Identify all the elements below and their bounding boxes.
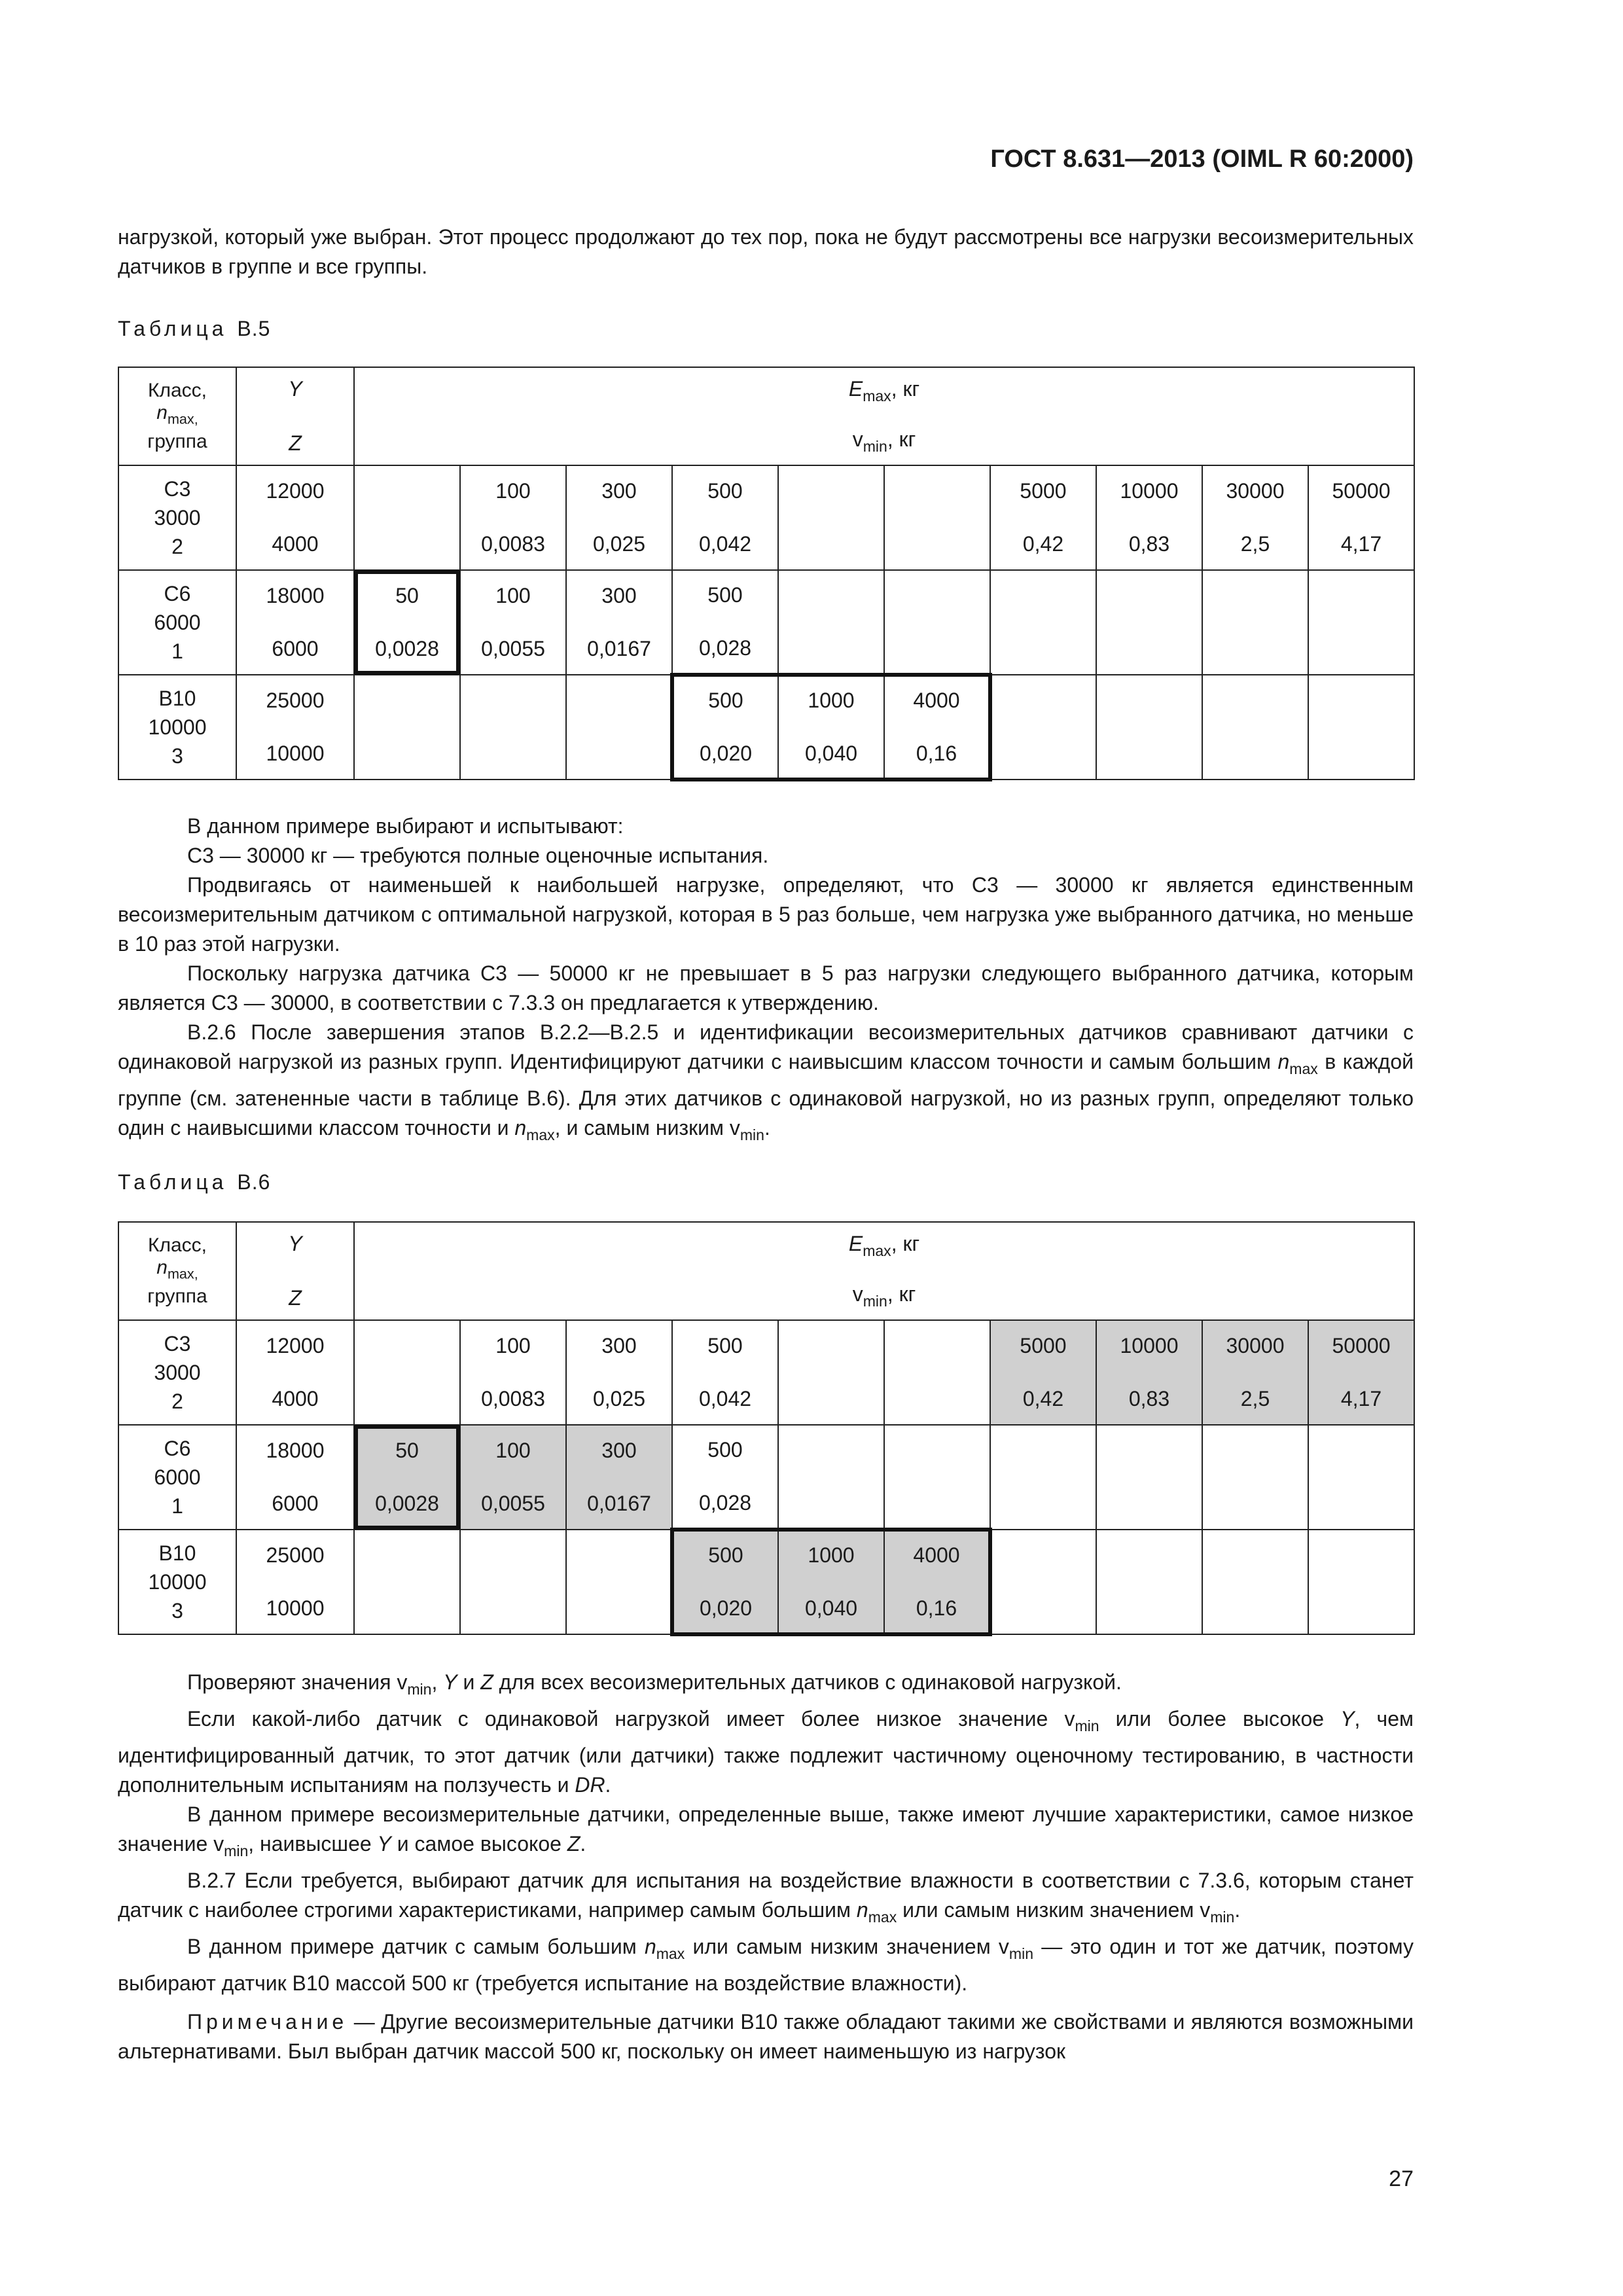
emax-value: 300 xyxy=(601,1334,637,1357)
header-emax-vmin xyxy=(354,367,1414,465)
paragraph-best-characteristics xyxy=(118,1800,1414,1866)
load-cell xyxy=(778,465,884,570)
vmin-value: 0,040 xyxy=(804,1596,858,1620)
group-cell xyxy=(118,1425,236,1530)
text-run: или самым низким значением xyxy=(897,1898,1200,1922)
paragraph-b27 xyxy=(118,1866,1414,1932)
symbol-y: Y xyxy=(1340,1707,1355,1731)
emax-value: 5000 xyxy=(1020,1334,1067,1357)
load-cell xyxy=(460,1425,566,1530)
group-cell xyxy=(118,570,236,675)
vmin-value: 4,17 xyxy=(1340,532,1382,556)
emax-value: 1000 xyxy=(808,689,855,712)
load-cell xyxy=(990,1320,1096,1425)
symbol-v: v xyxy=(213,1832,224,1856)
header-emax-vmin xyxy=(354,1222,1414,1320)
header-text: группа xyxy=(147,1285,207,1307)
load-cell xyxy=(990,675,1096,780)
middle-text xyxy=(118,812,1414,1150)
load-cell xyxy=(672,1320,778,1425)
caption-number: В.5 xyxy=(237,317,271,340)
emax-value: 500 xyxy=(707,1438,743,1462)
group-cell xyxy=(118,675,236,780)
load-cell xyxy=(1202,675,1308,780)
load-cell xyxy=(990,570,1096,675)
header-text: Класс, xyxy=(148,380,207,402)
header-text: $n_{max,}$ xyxy=(156,1257,198,1282)
emax-value: 500 xyxy=(707,1334,743,1357)
group-line: 10000 xyxy=(148,1570,207,1594)
y-value: 25000 xyxy=(266,689,325,712)
text-run: и xyxy=(457,1670,481,1694)
text-run: Проверяют значения xyxy=(187,1670,397,1694)
yz-cell xyxy=(236,1425,354,1530)
table-b6-wrapper xyxy=(118,1221,1415,1636)
load-cell xyxy=(778,1530,884,1634)
group-cell xyxy=(118,465,236,570)
table-row xyxy=(118,1425,1414,1530)
load-cell xyxy=(566,1320,672,1425)
emax-value: 100 xyxy=(495,479,531,503)
load-cell xyxy=(1308,1425,1414,1530)
group-line: 2 xyxy=(171,535,183,558)
header-class-group xyxy=(118,367,236,465)
table-b6 xyxy=(118,1221,1415,1636)
group-line: 1 xyxy=(171,1494,183,1518)
emax-value: 500 xyxy=(707,479,743,503)
yz-cell xyxy=(236,465,354,570)
header-vmin: $v_{min}$, кг xyxy=(852,427,916,455)
load-cell xyxy=(672,465,778,570)
text-run: В данном примере весоизмерительные датчики, определенные выше, также имеют лучшие характеристики, самое низкое значение xyxy=(118,1803,1414,1856)
subscript-min: min xyxy=(1075,1717,1099,1735)
load-cell xyxy=(1202,1320,1308,1425)
emax-value: 300 xyxy=(601,1439,637,1462)
vmin-value: 0,0167 xyxy=(587,1492,651,1515)
header-z: Z xyxy=(289,431,302,455)
z-value: 4000 xyxy=(272,1387,319,1410)
load-cell xyxy=(1096,1425,1202,1530)
vmin-value: 0,042 xyxy=(698,532,752,556)
subscript-max: max xyxy=(1289,1060,1318,1078)
header-z: Z xyxy=(289,1286,302,1310)
load-cell xyxy=(460,1320,566,1425)
text-run: , чем идентифицированный датчик, то этот датчик (или датчики) также подлежит частичному оценочному тестированию, в частности дополнительным испытаниям на ползучесть и xyxy=(118,1707,1414,1797)
group-line: 6000 xyxy=(154,1465,201,1489)
load-cell xyxy=(778,1425,884,1530)
header-y-z xyxy=(236,367,354,465)
load-cell xyxy=(1308,1530,1414,1634)
load-cell xyxy=(778,570,884,675)
emax-value: 300 xyxy=(601,479,637,503)
emax-value: 500 xyxy=(707,583,743,607)
group-line: 2 xyxy=(171,1390,183,1413)
load-cell xyxy=(354,675,460,780)
group-line: 3 xyxy=(171,744,183,768)
load-cell xyxy=(672,1425,778,1530)
y-value: 25000 xyxy=(266,1543,325,1567)
text-run: . xyxy=(1234,1898,1241,1922)
caption-number: В.6 xyxy=(237,1170,271,1194)
table-row xyxy=(118,570,1414,675)
symbol-v: v xyxy=(729,1116,740,1140)
group-cell xyxy=(118,1530,236,1634)
vmin-value: 0,028 xyxy=(698,1491,752,1515)
table-b6-caption xyxy=(118,1170,270,1194)
paragraph-example-b10 xyxy=(118,1932,1414,1998)
load-cell xyxy=(990,465,1096,570)
z-value: 10000 xyxy=(266,742,325,765)
group-line: 10000 xyxy=(148,715,207,739)
table-b5-wrapper xyxy=(118,367,1415,781)
header-vmin: $v_{min}$, кг xyxy=(852,1282,916,1310)
header-text: Класс, xyxy=(148,1234,207,1257)
group-line: 1 xyxy=(171,639,183,663)
paragraph-b26: В.2.6 После завершения этапов В.2.2—В.2.5 и идентификации весоизмерительных датчиков сравнивают датчики с одинаковой нагрузкой из разных групп. Идентифицируют датчики с наивысшим классом точности и самым большим $n_{max}$ в каждой группе (см. затененные части в таблице В.6). Для этих датчиков с одинаковой нагрузкой, но из разных групп, определяют только один с наивысшими классом точности и $n_{max}$, и самым низким $v_{min}$. xyxy=(118,1020,1414,1144)
emax-value: 10000 xyxy=(1120,479,1179,503)
load-cell xyxy=(1308,570,1414,675)
vmin-value: 0,0083 xyxy=(481,532,545,556)
load-cell xyxy=(354,1320,460,1425)
emax-value: 5000 xyxy=(1020,479,1067,503)
intro-paragraph: нагрузкой, который уже выбран. Этот процесс продолжают до тех пор, пока не будут рассмотрены все нагрузки весоизмерительных датчиков в группе и все группы. xyxy=(118,225,1414,278)
header-class-group xyxy=(118,1222,236,1320)
group-line: C6 xyxy=(164,1437,191,1460)
emax-value: 10000 xyxy=(1120,1334,1179,1357)
emax-value: 50000 xyxy=(1332,479,1391,503)
yz-cell xyxy=(236,570,354,675)
vmin-value: 0,42 xyxy=(1022,532,1064,556)
text-run: или самым низким значением xyxy=(685,1935,999,1959)
page-number: 27 xyxy=(1389,2166,1414,2191)
vmin-value: 0,0055 xyxy=(481,1492,545,1515)
paragraph-partial-testing xyxy=(118,1704,1414,1800)
text-run: , xyxy=(431,1670,444,1694)
note-label: Примечание xyxy=(187,2010,348,2034)
header-y-z xyxy=(236,1222,354,1320)
header-emax: $E_{max}$, кг xyxy=(848,377,920,405)
load-cell xyxy=(884,675,990,780)
symbol-z: Z xyxy=(567,1832,580,1856)
group-line: B10 xyxy=(158,1541,196,1565)
table-header-row xyxy=(118,367,1414,465)
vmin-value: 0,0028 xyxy=(375,637,439,660)
symbol-n: n xyxy=(1277,1050,1290,1073)
paragraph: Продвигаясь от наименьшей к наибольшей нагрузке, определяют, что C3 — 30000 кг является единственным весоизмерительным датчиком с оптимальной нагрузкой, которая в 5 раз больше, чем нагрузка уже выбранного датчика, но меньше в 10 раз этой нагрузки. xyxy=(118,873,1414,956)
table-row xyxy=(118,1530,1414,1634)
group-line: 6000 xyxy=(154,611,201,634)
text-run: В данном примере датчик с самым большим xyxy=(187,1935,645,1959)
subscript-min: min xyxy=(1210,1909,1235,1926)
load-cell xyxy=(990,1425,1096,1530)
vmin-value: 4,17 xyxy=(1340,1387,1382,1410)
z-value: 6000 xyxy=(272,637,319,660)
text-run: В.2.6 После завершения этапов В.2.2—В.2.5 и идентификации весоизмерительных датчиков сравнивают датчики с одинаковой нагрузкой из разных групп. Идентифицируют датчики с наивысшим классом точности и самым большим xyxy=(118,1020,1414,1073)
bottom-text xyxy=(118,1668,1414,2066)
load-cell xyxy=(1096,1320,1202,1425)
y-value: 18000 xyxy=(266,584,325,607)
vmin-value: 2,5 xyxy=(1240,532,1270,556)
emax-value: 50000 xyxy=(1332,1334,1391,1357)
emax-value: 300 xyxy=(601,584,637,607)
text-run: или более высокое xyxy=(1099,1707,1341,1731)
text-run: , и самым низким xyxy=(554,1116,730,1140)
load-cell xyxy=(460,570,566,675)
vmin-value: 0,025 xyxy=(592,532,646,556)
text-run: в каждой группе (см. затененные части в таблице В.6). Для этих датчиков с одинаковой нагрузкой, но из разных групп, определяют только один с наивысшими классом точности и xyxy=(118,1050,1414,1140)
table-b5-caption xyxy=(118,317,270,341)
group-line: C6 xyxy=(164,582,191,605)
symbol-z: Z xyxy=(480,1670,493,1694)
symbol-y: Y xyxy=(443,1670,457,1694)
vmin-value: 0,020 xyxy=(699,1596,753,1620)
paragraph: Поскольку нагрузка датчика C3 — 50000 кг не превышает в 5 раз нагрузки следующего выбранного датчика, которым является C3 — 30000, в соответствии с 7.3.3 он предлагается к утверждению. xyxy=(118,961,1414,1014)
load-cell xyxy=(1202,1530,1308,1634)
load-cell xyxy=(566,1530,672,1634)
load-cell xyxy=(672,570,778,675)
subscript-max: max xyxy=(656,1945,685,1963)
table-row xyxy=(118,465,1414,570)
symbol-v: v xyxy=(397,1670,408,1694)
load-cell xyxy=(1096,675,1202,780)
emax-value: 1000 xyxy=(808,1543,855,1567)
load-cell xyxy=(1202,570,1308,675)
z-value: 6000 xyxy=(272,1492,319,1515)
load-cell xyxy=(354,465,460,570)
symbol-n: n xyxy=(856,1898,868,1922)
vmin-value: 0,042 xyxy=(698,1387,752,1410)
load-cell xyxy=(354,570,460,675)
header-y: Y xyxy=(288,377,302,401)
group-line: C3 xyxy=(164,477,191,501)
emax-value: 4000 xyxy=(913,689,960,712)
yz-cell xyxy=(236,675,354,780)
load-cell xyxy=(1308,675,1414,780)
group-line: 3000 xyxy=(154,506,201,529)
vmin-value: 0,42 xyxy=(1022,1387,1064,1410)
subscript-min: min xyxy=(407,1681,432,1698)
load-cell xyxy=(1096,570,1202,675)
load-cell xyxy=(884,465,990,570)
emax-value: 50 xyxy=(395,1439,419,1462)
text-run: . xyxy=(580,1832,586,1856)
table-row xyxy=(118,675,1414,780)
text-run: Если какой-либо датчик с одинаковой нагрузкой имеет более низкое значение xyxy=(187,1707,1065,1731)
load-cell xyxy=(1308,1320,1414,1425)
yz-cell xyxy=(236,1530,354,1634)
load-cell xyxy=(460,675,566,780)
y-value: 12000 xyxy=(266,479,325,503)
emax-value: 500 xyxy=(708,1543,743,1567)
text-run: — это один и тот же датчик, поэтому выбирают датчик B10 массой 500 кг (требуется испытание на воздействие влажности). xyxy=(118,1935,1414,1996)
subscript-min: min xyxy=(740,1126,764,1144)
symbol-v: v xyxy=(1200,1898,1211,1922)
text-run: , наивысшее xyxy=(248,1832,378,1856)
header-text: группа xyxy=(147,430,207,452)
document-header: ГОСТ 8.631—2013 (OIML R 60:2000) xyxy=(990,145,1414,173)
paragraph: C3 — 30000 кг — требуются полные оценочные испытания. xyxy=(187,844,769,867)
load-cell xyxy=(1202,1425,1308,1530)
load-cell xyxy=(566,675,672,780)
load-cell xyxy=(566,465,672,570)
note-paragraph xyxy=(118,2007,1414,2066)
subscript-min: min xyxy=(224,1842,249,1860)
text-run: и самое высокое xyxy=(391,1832,567,1856)
text-run: В.2.7 Если требуется, выбирают датчик для испытания на воздействие влажности в соответствии с 7.3.6, которым станет датчик с наиболее строгими характеристиками, например самым большим xyxy=(118,1869,1414,1922)
subscript-min: min xyxy=(1008,1945,1034,1963)
text-run: для всех весоизмерительных датчиков с одинаковой нагрузкой. xyxy=(493,1670,1122,1694)
vmin-value: 0,16 xyxy=(916,742,957,765)
group-line: B10 xyxy=(158,687,196,710)
load-cell xyxy=(884,570,990,675)
vmin-value: 0,0028 xyxy=(375,1492,439,1515)
vmin-value: 0,83 xyxy=(1128,532,1170,556)
load-cell xyxy=(672,1530,778,1634)
load-cell xyxy=(884,1530,990,1634)
emax-value: 30000 xyxy=(1226,479,1285,503)
z-value: 4000 xyxy=(272,532,319,556)
load-cell xyxy=(778,675,884,780)
load-cell xyxy=(884,1320,990,1425)
vmin-value: 0,025 xyxy=(592,1387,646,1410)
text-run: . xyxy=(605,1773,611,1797)
load-cell xyxy=(672,675,778,780)
y-value: 12000 xyxy=(266,1334,325,1357)
load-cell xyxy=(1096,465,1202,570)
symbol-dr: DR xyxy=(575,1773,605,1797)
emax-value: 500 xyxy=(708,689,743,712)
group-cell xyxy=(118,1320,236,1425)
symbol-y: Y xyxy=(377,1832,391,1856)
load-cell xyxy=(354,1530,460,1634)
load-cell xyxy=(990,1530,1096,1634)
subscript-max: max xyxy=(868,1909,897,1926)
load-cell xyxy=(884,1425,990,1530)
table-b5 xyxy=(118,367,1415,781)
header-emax: $E_{max}$, кг xyxy=(848,1232,920,1260)
paragraph: В данном примере выбирают и испытывают: xyxy=(187,814,624,838)
load-cell xyxy=(460,465,566,570)
vmin-value: 0,028 xyxy=(698,636,752,660)
emax-value: 30000 xyxy=(1226,1334,1285,1357)
load-cell xyxy=(460,1530,566,1634)
y-value: 18000 xyxy=(266,1439,325,1462)
emax-value: 100 xyxy=(495,584,531,607)
paragraph-check-values xyxy=(118,1668,1414,1704)
group-line: 3 xyxy=(171,1599,183,1623)
load-cell xyxy=(1096,1530,1202,1634)
group-line: 3000 xyxy=(154,1361,201,1384)
group-line: C3 xyxy=(164,1332,191,1355)
vmin-value: 0,16 xyxy=(916,1596,957,1620)
vmin-value: 0,0083 xyxy=(481,1387,545,1410)
yz-cell xyxy=(236,1320,354,1425)
load-cell xyxy=(566,570,672,675)
vmin-value: 0,020 xyxy=(699,742,753,765)
caption-word: Таблица xyxy=(118,317,228,340)
header-y: Y xyxy=(288,1232,302,1255)
load-cell xyxy=(1308,465,1414,570)
table-row xyxy=(118,1320,1414,1425)
note-text: — Другие весоизмерительные датчики B10 также обладают такими же свойствами и являются возможными альтернативами. Был выбран датчик массой 500 кг, поскольку он имеет наименьшую из нагрузок xyxy=(118,2010,1414,2064)
table-header-row xyxy=(118,1222,1414,1320)
symbol-n: n xyxy=(514,1116,527,1140)
vmin-value: 0,83 xyxy=(1128,1387,1170,1410)
subscript-max: max xyxy=(526,1126,555,1144)
load-cell xyxy=(354,1425,460,1530)
vmin-value: 0,0055 xyxy=(481,637,545,660)
vmin-value: 0,040 xyxy=(804,742,858,765)
emax-value: 100 xyxy=(495,1439,531,1462)
emax-value: 100 xyxy=(495,1334,531,1357)
emax-value: 50 xyxy=(395,584,419,607)
caption-word: Таблица xyxy=(118,1170,228,1194)
load-cell xyxy=(1202,465,1308,570)
vmin-value: 0,0167 xyxy=(587,637,651,660)
emax-value: 4000 xyxy=(913,1543,960,1567)
load-cell xyxy=(778,1320,884,1425)
vmin-value: 2,5 xyxy=(1240,1387,1270,1410)
load-cell xyxy=(566,1425,672,1530)
header-text: $n_{max,}$ xyxy=(156,402,198,427)
symbol-v: v xyxy=(1064,1707,1075,1731)
z-value: 10000 xyxy=(266,1596,325,1620)
symbol-n: n xyxy=(644,1935,656,1959)
symbol-v: v xyxy=(998,1935,1009,1959)
